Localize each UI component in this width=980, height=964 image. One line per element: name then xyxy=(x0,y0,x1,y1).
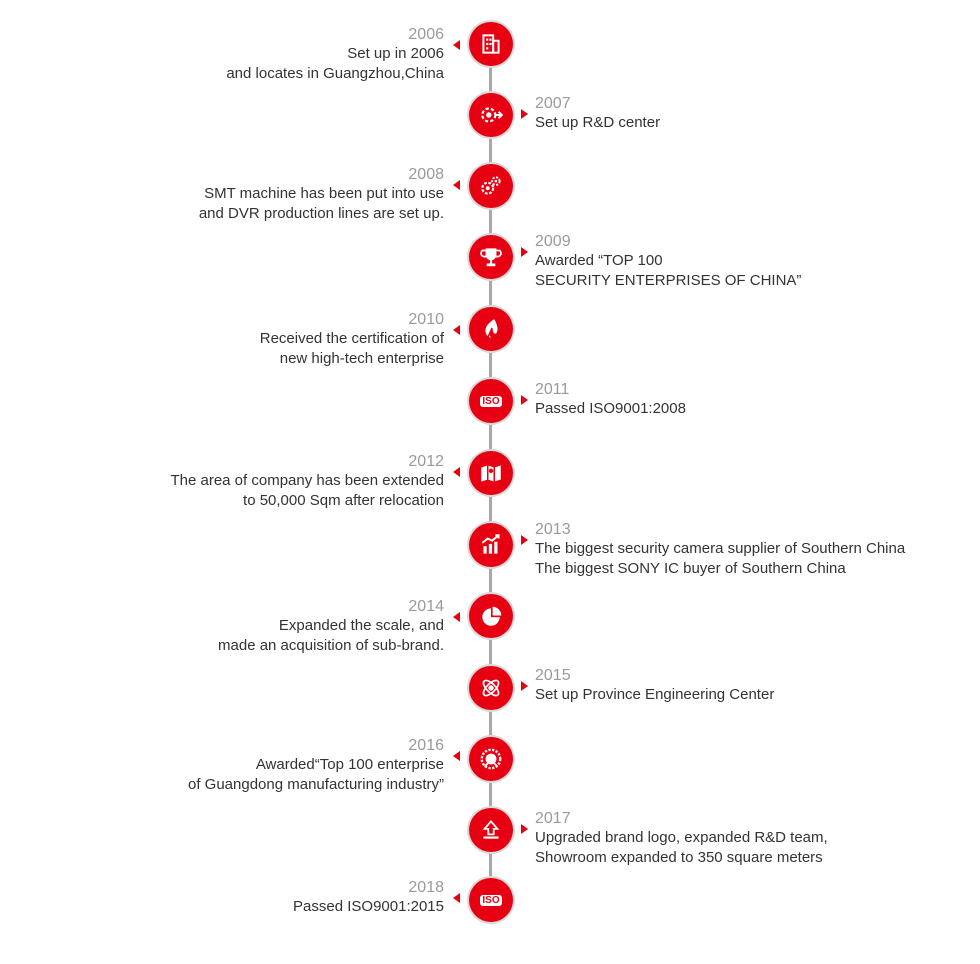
event-description-line: new high-tech enterprise xyxy=(279,350,444,367)
event-description-line: Set up Province Engineering Center xyxy=(535,686,775,703)
timeline-node-2011 xyxy=(469,379,513,423)
pointer-arrow-icon xyxy=(453,751,460,761)
gear-arrow-icon xyxy=(478,102,504,128)
event-description-line: Received the certification of xyxy=(259,330,444,347)
building-icon xyxy=(478,31,504,57)
event-year: 2010 xyxy=(408,311,444,328)
pointer-arrow-icon xyxy=(521,247,528,257)
timeline-entry-2007 xyxy=(535,95,660,133)
atom-icon xyxy=(478,675,504,701)
event-year: 2017 xyxy=(535,810,571,827)
event-description-line: The biggest SONY IC buyer of Southern China xyxy=(535,560,846,577)
event-year: 2018 xyxy=(408,879,444,896)
pointer-arrow-icon xyxy=(453,40,460,50)
iso-badge-icon: ISO xyxy=(482,894,500,906)
event-description-line: The biggest security camera supplier of Southern China xyxy=(535,540,906,557)
event-description-line: Showroom expanded to 350 square meters xyxy=(535,849,823,866)
timeline-node-2018 xyxy=(469,878,513,922)
timeline-entry-2006 xyxy=(226,26,444,84)
gears-icon xyxy=(478,173,504,199)
event-description-line: Passed ISO9001:2008 xyxy=(535,400,686,417)
timeline-entry-2008 xyxy=(199,166,444,224)
event-year: 2015 xyxy=(535,667,571,684)
pointer-arrow-icon xyxy=(453,893,460,903)
timeline-node-2009 xyxy=(469,235,513,279)
event-year: 2006 xyxy=(408,26,444,43)
timeline-entry-2012 xyxy=(170,453,444,511)
event-description-line: and DVR production lines are set up. xyxy=(198,205,444,222)
event-description-line: of Guangdong manufacturing industry” xyxy=(188,776,444,793)
timeline-node-2014 xyxy=(469,594,513,638)
upload-icon xyxy=(478,817,504,843)
timeline-node-2007 xyxy=(469,93,513,137)
pointer-arrow-icon xyxy=(521,395,528,405)
event-year: 2009 xyxy=(535,233,571,250)
pointer-arrow-icon xyxy=(453,467,460,477)
timeline-entry-2016 xyxy=(188,737,444,795)
timeline-node-2017 xyxy=(469,808,513,852)
pointer-arrow-icon xyxy=(521,681,528,691)
timeline-entry-2018 xyxy=(293,879,444,917)
pointer-arrow-icon xyxy=(453,612,460,622)
timeline-entry-2017 xyxy=(535,810,828,868)
event-description-line: made an acquisition of sub-brand. xyxy=(218,637,444,654)
event-description-line: Awarded “TOP 100 xyxy=(535,252,663,269)
timeline-node-2006 xyxy=(469,22,513,66)
event-description-line: Expanded the scale, and xyxy=(278,617,444,634)
event-description-line: Set up in 2006 xyxy=(347,45,444,62)
event-year: 2011 xyxy=(535,381,570,398)
timeline-node-2013 xyxy=(469,523,513,567)
pointer-arrow-icon xyxy=(521,535,528,545)
timeline-entry-2014 xyxy=(218,598,444,656)
map-icon xyxy=(478,460,504,486)
timeline-entry-2013 xyxy=(535,521,905,579)
timeline-entry-2009 xyxy=(535,233,801,291)
event-description-line: to 50,000 Sqm after relocation xyxy=(243,492,444,509)
event-description-line: and locates in Guangzhou,China xyxy=(226,65,444,82)
pointer-arrow-icon xyxy=(521,824,528,834)
timeline-entry-2011 xyxy=(535,381,686,419)
event-year: 2012 xyxy=(408,453,444,470)
event-description-line: The area of company has been extended xyxy=(170,472,444,489)
event-description-line: Awarded“Top 100 enterprise xyxy=(255,756,444,773)
iso-badge-icon: ISO xyxy=(482,395,500,407)
bar-chart-icon xyxy=(478,532,504,558)
event-description-line: Upgraded brand logo, expanded R&D team, xyxy=(535,829,828,846)
timeline-node-2010 xyxy=(469,307,513,351)
event-year: 2016 xyxy=(408,737,444,754)
timeline-node-2015 xyxy=(469,666,513,710)
event-description-line: Passed ISO9001:2015 xyxy=(293,898,444,915)
event-description-line: SECURITY ENTERPRISES OF CHINA” xyxy=(535,272,802,289)
trophy-icon xyxy=(478,244,504,270)
timeline-node-2008 xyxy=(469,164,513,208)
event-year: 2013 xyxy=(535,521,571,538)
event-year: 2014 xyxy=(408,598,444,615)
event-year: 2007 xyxy=(535,95,571,112)
pointer-arrow-icon xyxy=(453,180,460,190)
flame-icon xyxy=(478,316,504,342)
event-description-line: Set up R&D center xyxy=(535,114,661,131)
timeline-node-2016 xyxy=(469,737,513,781)
event-year: 2008 xyxy=(408,166,444,183)
timeline-node-2012 xyxy=(469,451,513,495)
pie-chart-icon xyxy=(478,603,504,629)
pointer-arrow-icon xyxy=(453,325,460,335)
pointer-arrow-icon xyxy=(521,109,528,119)
event-description-line: SMT machine has been put into use xyxy=(204,185,444,202)
timeline-entry-2015 xyxy=(535,667,774,705)
timeline-entry-2010 xyxy=(260,311,444,369)
award-seal-icon xyxy=(478,746,504,772)
